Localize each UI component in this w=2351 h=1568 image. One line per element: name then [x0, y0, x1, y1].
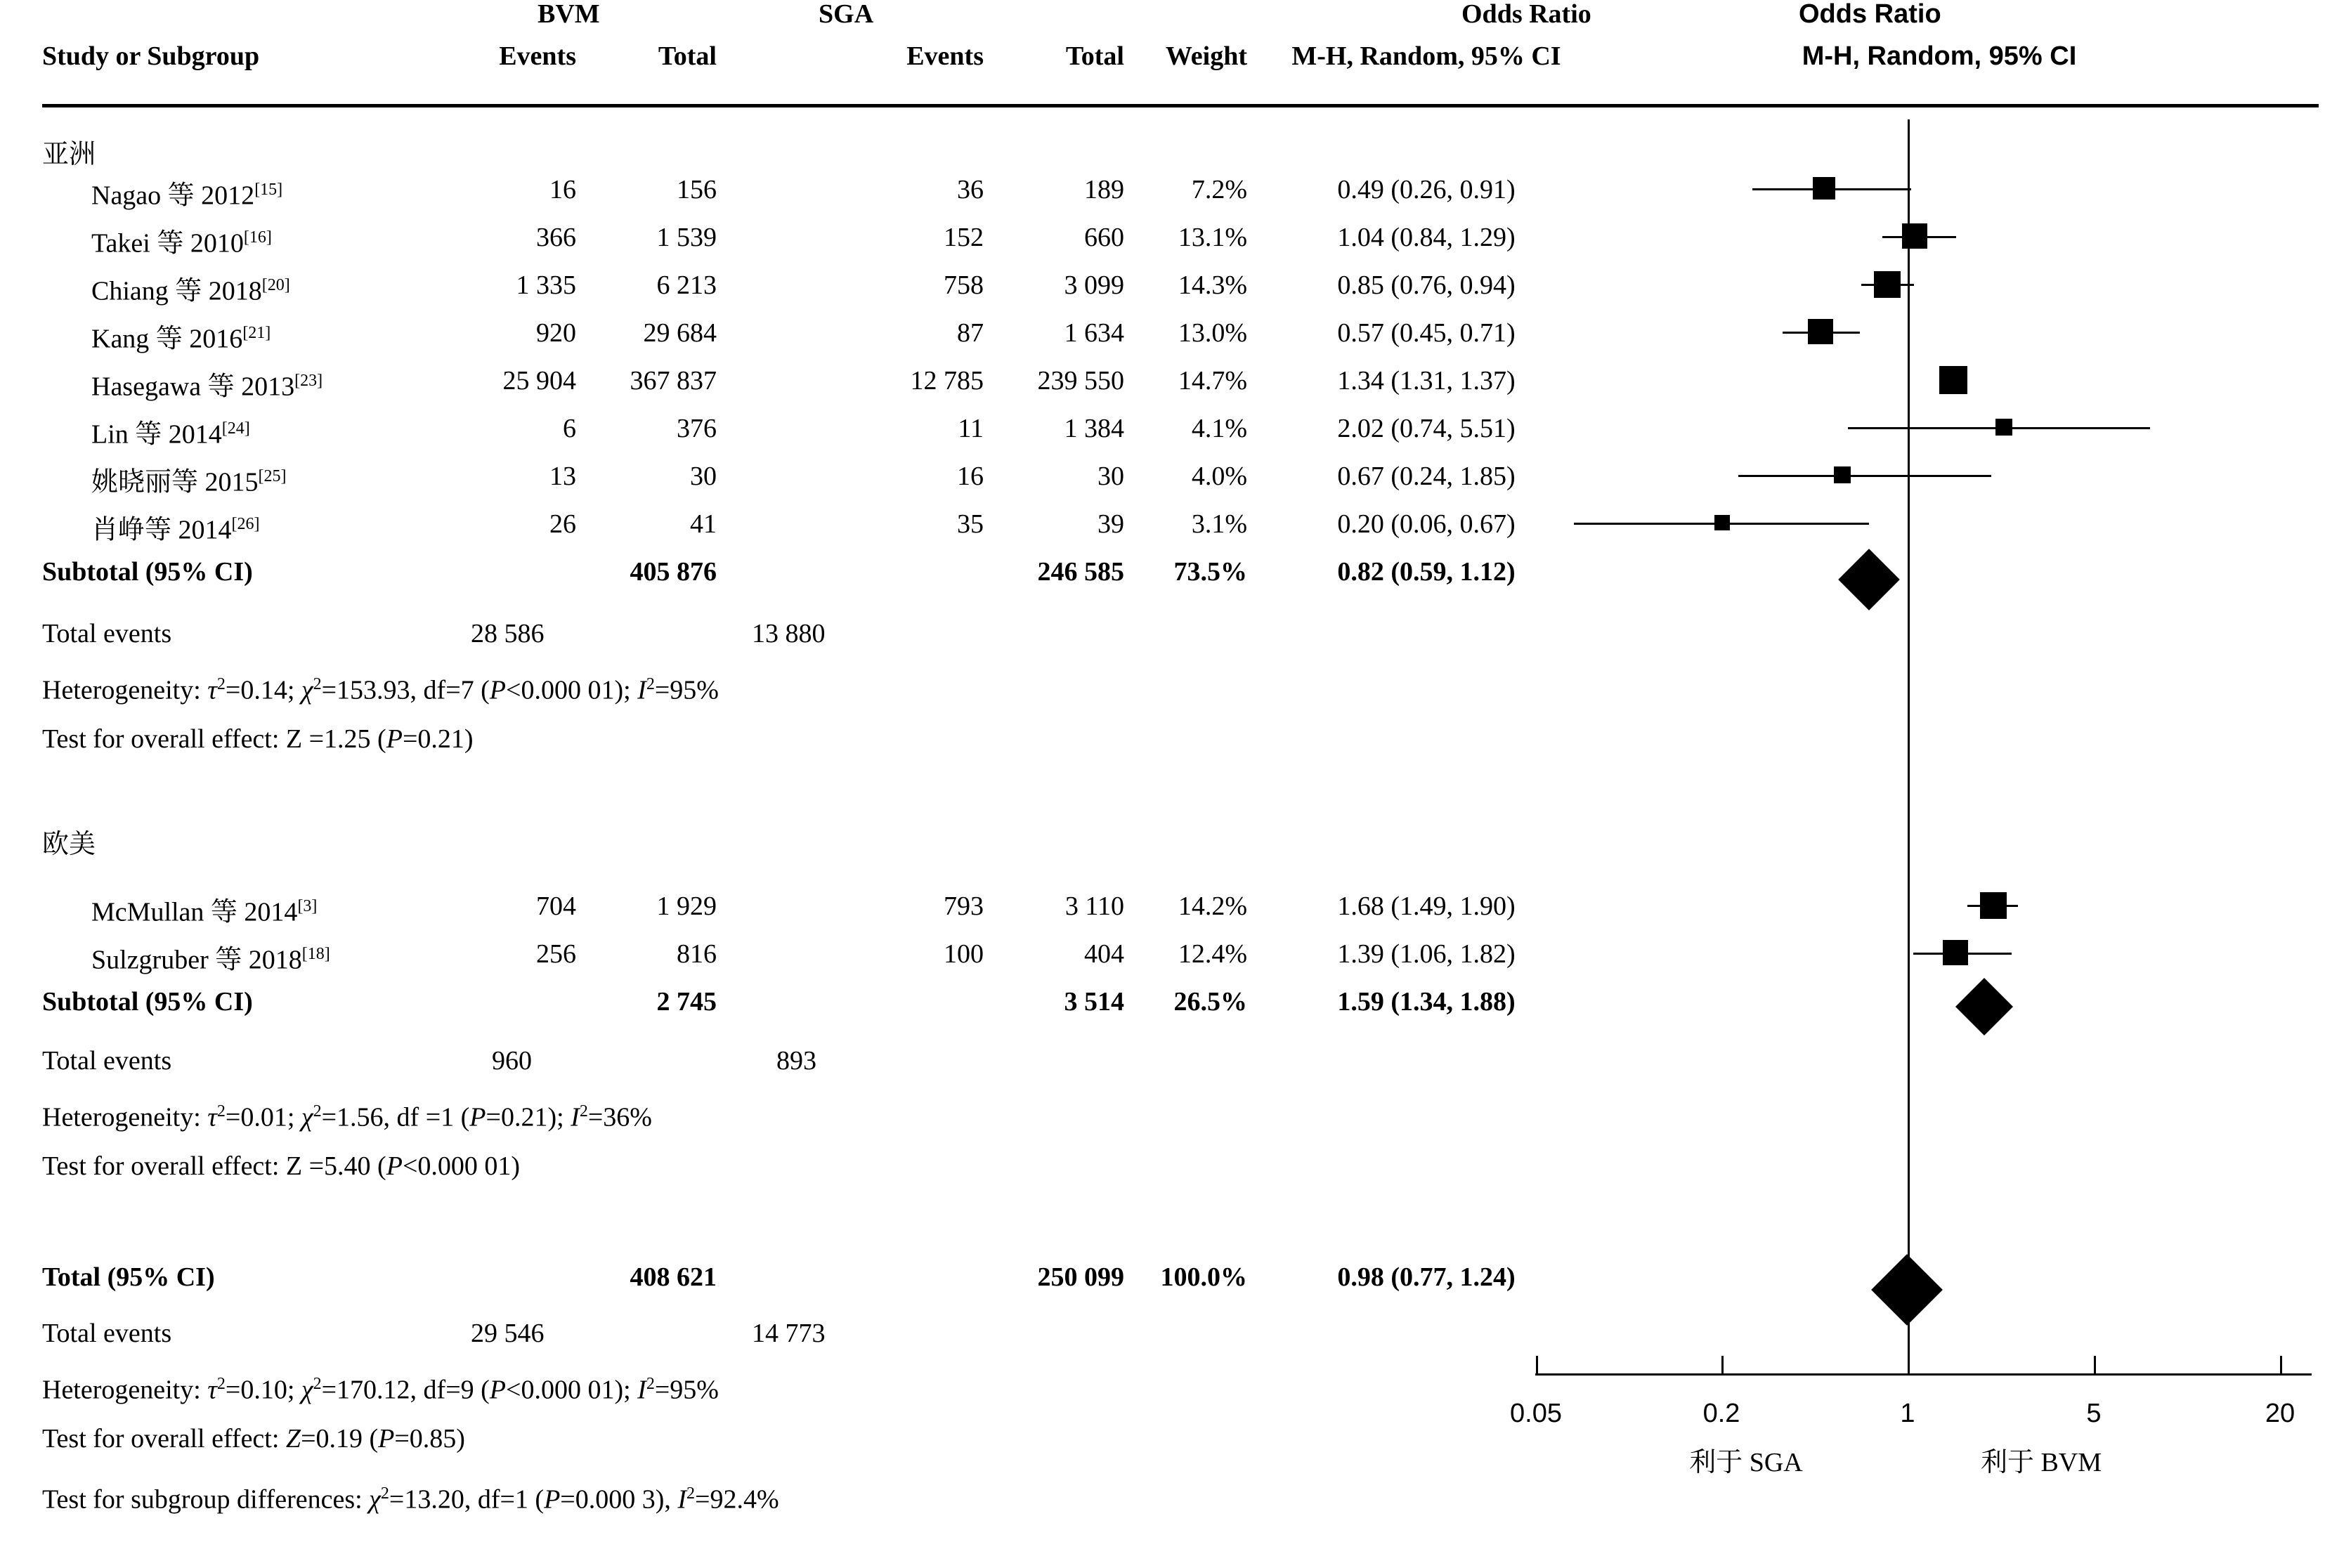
cell-total-sga: 1 384: [1064, 414, 1124, 443]
x-tick-label: 20: [2265, 1399, 2295, 1428]
subtotal-or-ci-asia: 0.82 (0.59, 1.12): [1337, 557, 1516, 587]
x-tick: [1908, 1356, 1910, 1376]
summary-diamond-asia: [1838, 549, 1900, 610]
cell-events-sga: 152: [944, 223, 984, 252]
subtotal-total-sga-asia: 246 585: [1037, 557, 1124, 587]
cell-events-bvm: 704: [536, 891, 576, 921]
study-label: 肖峥等 2014[26]: [91, 515, 260, 545]
x-tick: [2280, 1356, 2282, 1376]
study-label: Takei 等 2010[16]: [91, 228, 272, 259]
cell-total-bvm: 816: [677, 939, 717, 969]
subtotal-weight-euroamerica: 26.5%: [1173, 987, 1247, 1017]
cell-total-sga: 39: [1098, 509, 1124, 539]
heterogeneity-total: Heterogeneity: $\tau^2=0.10$; $\chi^2=170.12$, df=9 (P<0.000 01); $I^2=95\%$: [42, 1375, 719, 1405]
cell-events-bvm: 13: [549, 462, 576, 491]
cell-weight: 13.0%: [1178, 318, 1247, 348]
cell-or-ci: 0.49 (0.26, 0.91): [1337, 175, 1516, 204]
cell-weight: 4.0%: [1191, 462, 1247, 491]
cell-weight: 13.1%: [1178, 223, 1247, 252]
axis-label-favours-sga: 利于 SGA: [1689, 1448, 1803, 1477]
study-label: Chiang 等 2018[20]: [91, 276, 290, 306]
effect-marker: [1808, 319, 1833, 344]
effect-marker: [1995, 419, 2012, 436]
cell-or-ci: 1.04 (0.84, 1.29): [1337, 223, 1516, 252]
total-or-ci: 0.98 (0.77, 1.24): [1337, 1262, 1516, 1292]
cell-weight: 14.3%: [1178, 270, 1247, 300]
header-odds-ratio-text: Odds Ratio: [1461, 0, 1591, 29]
x-axis: [1535, 1373, 2312, 1376]
cell-weight: 14.7%: [1178, 366, 1247, 396]
axis-label-favours-bvm: 利于 BVM: [1980, 1448, 2102, 1477]
cell-events-sga: 11: [958, 414, 984, 443]
total-events-label: Total events: [42, 1319, 172, 1348]
x-tick-label: 0.05: [1510, 1399, 1562, 1428]
subtotal-label-euroamerica: Subtotal (95% CI): [42, 987, 253, 1017]
heterogeneity-asia: Heterogeneity: $\tau^2=0.14$; $\chi^2=153.93$, df=7 (P<0.000 01); $I^2=95\%$: [42, 675, 719, 705]
cell-or-ci: 1.34 (1.31, 1.37): [1337, 366, 1516, 396]
x-tick: [1721, 1356, 1724, 1376]
total-events-label-asia: Total events: [42, 619, 172, 648]
study-label: Hasegawa 等 2013[23]: [91, 372, 323, 402]
summary-diamond-total: [1871, 1254, 1943, 1326]
x-tick: [1536, 1356, 1538, 1376]
cell-events-sga: 35: [957, 509, 984, 539]
cell-events-bvm: 25 904: [502, 366, 576, 396]
cell-events-bvm: 16: [549, 175, 576, 204]
cell-total-bvm: 367 837: [630, 366, 717, 396]
subtotal-total-bvm-asia: 405 876: [630, 557, 717, 587]
cell-total-sga: 189: [1084, 175, 1124, 204]
cell-total-sga: 239 550: [1037, 366, 1124, 396]
cell-total-sga: 3 110: [1064, 891, 1124, 921]
header-total-bvm: Total: [658, 41, 717, 71]
header-events-sga: Events: [906, 41, 984, 71]
total-total-sga: 250 099: [1037, 1262, 1124, 1292]
header-total-sga: Total: [1065, 41, 1124, 71]
subtotal-label-asia: Subtotal (95% CI): [42, 557, 253, 587]
cell-total-bvm: 1 539: [656, 223, 717, 252]
cell-events-sga: 12 785: [910, 366, 984, 396]
cell-or-ci: 0.20 (0.06, 0.67): [1337, 509, 1516, 539]
cell-total-bvm: 30: [690, 462, 717, 491]
cell-total-sga: 660: [1084, 223, 1124, 252]
cell-weight: 7.2%: [1191, 175, 1247, 204]
header-group-sga: SGA: [819, 0, 874, 29]
header-divider: [42, 104, 2319, 107]
total-events-bvm-asia: 28 586: [471, 619, 545, 648]
cell-weight: 12.4%: [1178, 939, 1247, 969]
cell-total-bvm: 156: [677, 175, 717, 204]
total-events-label-euroamerica: Total events: [42, 1046, 172, 1076]
effect-marker: [1943, 940, 1968, 965]
cell-events-bvm: 1 335: [516, 270, 576, 300]
plot-reference-line: [1908, 119, 1910, 1356]
total-total-bvm: 408 621: [630, 1262, 717, 1292]
total-events-bvm-euroamerica: 960: [492, 1046, 532, 1076]
cell-events-bvm: 366: [536, 223, 576, 252]
cell-weight: 4.1%: [1191, 414, 1247, 443]
header-group-bvm: BVM: [538, 0, 600, 29]
cell-events-bvm: 920: [536, 318, 576, 348]
heterogeneity-euroamerica: Heterogeneity: $\tau^2=0.01$; $\chi^2=1.56$, df =1 (P=0.21); $I^2=36\%$: [42, 1102, 652, 1132]
overall-effect-asia: Test for overall effect: Z =1.25 (P=0.21): [42, 724, 474, 754]
cell-or-ci: 0.85 (0.76, 0.94): [1337, 270, 1516, 300]
cell-events-bvm: 26: [549, 509, 576, 539]
subgroup-title-asia: 亚洲: [42, 140, 96, 169]
x-tick-label: 1: [1900, 1399, 1915, 1428]
header-study-or-subgroup: Study or Subgroup: [42, 41, 260, 71]
overall-effect-total: Test for overall effect: Z=0.19 (P=0.85): [42, 1424, 465, 1453]
cell-events-sga: 100: [944, 939, 984, 969]
effect-marker: [1874, 271, 1901, 298]
total-events-bvm: 29 546: [471, 1319, 545, 1348]
subgroup-difference-test: Test for subgroup differences: $\chi^2=13.20$, df=1 (P=0.000 3), $I^2=92.4\%$: [42, 1484, 779, 1515]
total-weight: 100.0%: [1160, 1262, 1247, 1292]
cell-or-ci: 1.68 (1.49, 1.90): [1337, 891, 1516, 921]
cell-events-sga: 87: [957, 318, 984, 348]
total-events-sga-euroamerica: 893: [776, 1046, 816, 1076]
effect-marker: [1813, 177, 1835, 200]
study-label: McMullan 等 2014[3]: [91, 897, 318, 927]
cell-events-bvm: 256: [536, 939, 576, 969]
cell-events-sga: 36: [957, 175, 984, 204]
cell-or-ci: 0.57 (0.45, 0.71): [1337, 318, 1516, 348]
effect-marker: [1939, 366, 1967, 394]
cell-weight: 14.2%: [1178, 891, 1247, 921]
overall-effect-euroamerica: Test for overall effect: Z =5.40 (P<0.000 01): [42, 1151, 521, 1181]
subtotal-weight-asia: 73.5%: [1173, 557, 1247, 587]
cell-or-ci: 1.39 (1.06, 1.82): [1337, 939, 1516, 969]
header-events-bvm: Events: [499, 41, 576, 71]
effect-marker: [1714, 515, 1730, 530]
subtotal-total-sga-euroamerica: 3 514: [1064, 987, 1124, 1017]
header-odds-ratio-plot: Odds Ratio: [1799, 0, 1941, 29]
study-label: 姚晓丽等 2015[25]: [91, 467, 287, 497]
cell-total-bvm: 1 929: [656, 891, 717, 921]
cell-events-bvm: 6: [563, 414, 576, 443]
study-label: Nagao 等 2012[15]: [91, 181, 283, 211]
cell-events-sga: 793: [944, 891, 984, 921]
header-or-sub-text: M-H, Random, 95% CI: [1291, 41, 1561, 71]
effect-marker: [1902, 223, 1927, 249]
effect-marker: [1834, 466, 1851, 483]
study-label: Lin 等 2014[24]: [91, 419, 250, 450]
header-or-sub-plot: M-H, Random, 95% CI: [1802, 41, 2077, 71]
cell-total-sga: 1 634: [1064, 318, 1124, 348]
cell-total-sga: 30: [1098, 462, 1124, 491]
x-tick-label: 0.2: [1702, 1399, 1740, 1428]
cell-total-sga: 3 099: [1064, 270, 1124, 300]
cell-total-bvm: 376: [677, 414, 717, 443]
header-weight: Weight: [1165, 41, 1247, 71]
cell-events-sga: 16: [957, 462, 984, 491]
ci-line: [1738, 475, 1991, 477]
subgroup-title-euroamerica: 欧美: [42, 830, 96, 859]
cell-total-bvm: 6 213: [656, 270, 717, 300]
subtotal-or-ci-euroamerica: 1.59 (1.34, 1.88): [1337, 987, 1516, 1017]
x-tick: [2094, 1356, 2096, 1376]
effect-marker: [1980, 892, 2007, 919]
cell-total-sga: 404: [1084, 939, 1124, 969]
cell-or-ci: 0.67 (0.24, 1.85): [1337, 462, 1516, 491]
cell-weight: 3.1%: [1191, 509, 1247, 539]
study-label: Sulzgruber 等 2018[18]: [91, 945, 330, 975]
x-tick-label: 5: [2086, 1399, 2102, 1428]
total-events-sga: 14 773: [752, 1319, 826, 1348]
summary-diamond-euroamerica: [1955, 978, 2013, 1035]
total-label: Total (95% CI): [42, 1262, 215, 1292]
cell-events-sga: 758: [944, 270, 984, 300]
total-events-sga-asia: 13 880: [752, 619, 826, 648]
cell-or-ci: 2.02 (0.74, 5.51): [1337, 414, 1516, 443]
cell-total-bvm: 29 684: [643, 318, 717, 348]
subtotal-total-bvm-euroamerica: 2 745: [656, 987, 717, 1017]
study-label: Kang 等 2016[21]: [91, 324, 271, 354]
cell-total-bvm: 41: [690, 509, 717, 539]
